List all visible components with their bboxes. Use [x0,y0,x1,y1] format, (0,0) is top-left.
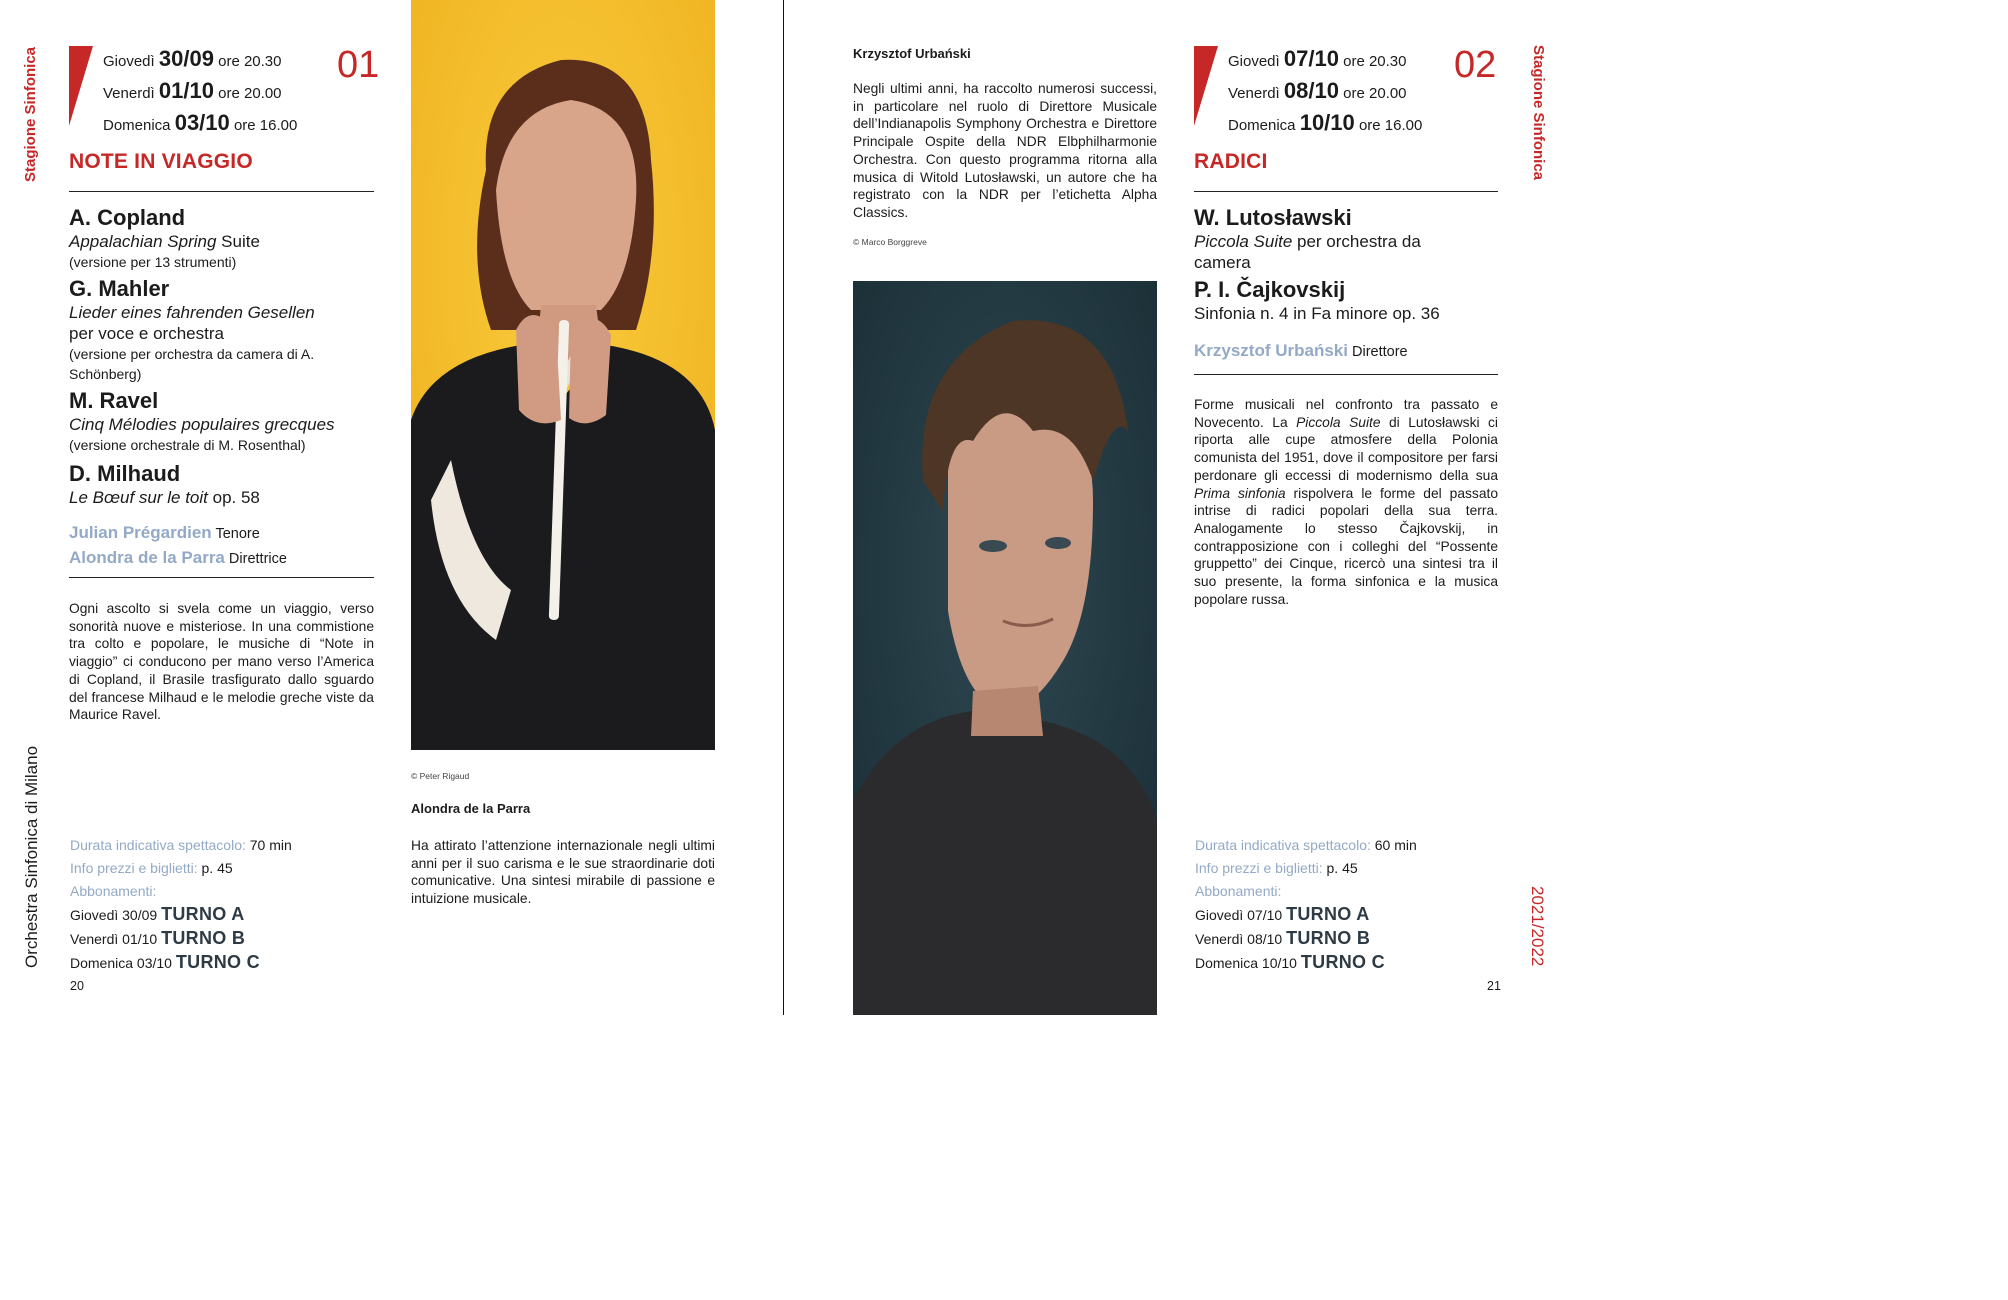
concert-number-left: 01 [337,44,380,86]
subscriptions-label: Abbonamenti: [1195,883,1282,899]
work-note: (versione per orchestra da camera di A. Schönberg) [69,346,315,382]
info-right [1195,834,1417,975]
divider [69,577,374,578]
subscription-row: Domenica 10/10 TURNO C [1195,952,1385,972]
composer: P. I. Čajkovskij [1194,277,1346,302]
subscription-row: Venerdì 08/10 TURNO B [1195,928,1371,948]
composer: A. Copland [69,205,186,230]
dates-right [1228,44,1422,140]
dates-left [103,44,297,140]
performers-right [1194,339,1408,364]
subscription-row: Giovedì 30/09 TURNO A [70,904,245,924]
composer: D. Milhaud [69,461,181,486]
divider [1194,374,1498,375]
work-title: Piccola Suite per orchestra da camera [1194,232,1421,272]
work-title: Le Bœuf sur le toit op. 58 [69,488,260,507]
date-row: Domenica 03/10 ore 16.00 [103,110,298,135]
season-year: 2021/2022 [1528,886,1547,967]
divider [1194,191,1498,192]
photo-credit-right: © Marco Borggreve [853,237,927,247]
page-number-left: 20 [70,979,84,993]
photo-caption-left: Alondra de la Parra [411,801,531,816]
season-label-right: Stagione Sinfonica [1530,45,1547,181]
concert-title-left: NOTE IN VIAGGIO [69,150,253,173]
subscription-row: Giovedì 07/10 TURNO A [1195,904,1370,924]
work-title: Appalachian Spring Suite [69,232,260,251]
photo-text-left: Ha attirato l’attenzione internazionale negli ultimi anni per il suo carisma e le sue straordinarie doti comunicative. Una sintesi mirabile di passione e intuizione musicale. [411,838,715,907]
performer: Krzysztof Urbański Direttore [1194,341,1408,360]
concert-title-right: RADICI [1194,150,1268,173]
subscriptions-label: Abbonamenti: [70,883,157,899]
red-triangle-right [1194,46,1218,126]
orchestra-label: Orchestra Sinfonica di Milano [22,745,41,968]
performer: Alondra de la Parra Direttrice [69,548,287,567]
conductor-photo-right [853,281,1157,1015]
performer: Julian Prégardien Tenore [69,523,260,542]
portrait-illustration [411,0,715,750]
composer: M. Ravel [69,388,159,413]
work-title: Sinfonia n. 4 in Fa minore op. 36 [1194,304,1440,323]
program-right [1194,201,1440,324]
bio-text-right: Negli ultimi anni, ha raccolto numerosi successi, in particolare nel ruolo di Direttore Musicale dell’Indianapolis Symphony Orchestra e Direttore Principale Ospite della NDR Elbphilharmonie Orchestra. Con questo programma ritorna alla musica di Witold Lutosławski, un autore che ha registrato con la NDR per l’etichetta Alpha Classics. [853,81,1157,220]
date-row: Domenica 10/10 ore 16.00 [1228,110,1423,135]
work-title: Cinq Mélodies populaires grecques [69,415,335,434]
description-right: Forme musicali nel confronto tra passato e Novecento. La Piccola Suite di Lutosławski ci riporta alle cupe atmosfere della Polonia comunista del 1951, dove il compositore per farsi perdonare gli eccessi di modernismo della sua Prima sinfonia rispolvera le forme del passato intrise di radici popolari della sua terra. Analogamente lo stesso Čajkovskij, in contrapposizione con i colleghi del “Possente gruppetto” dei Cinque, ricercò una sintesi tra il suo presente, la forma sinfonica e la musica popolare russa. [1194,397,1498,607]
price-row: Info prezzi e biglietti: p. 45 [1195,860,1358,876]
composer: W. Lutosławski [1194,205,1352,230]
duration-row: Durata indicativa spettacolo: 60 min [1195,837,1417,853]
bio-title-right: Krzysztof Urbański [853,46,971,61]
subscription-row: Domenica 03/10 TURNO C [70,952,260,972]
portrait-illustration [853,281,1157,1015]
work-title: Lieder eines fahrenden Gesellen [69,303,315,322]
concert-number-right: 02 [1454,44,1497,86]
work-note: (versione orchestrale di M. Rosenthal) [69,437,306,453]
date-row: Giovedì 30/09 ore 20.30 [103,46,282,71]
duration-row: Durata indicativa spettacolo: 70 min [70,837,292,853]
divider [69,191,374,192]
work-extra: per voce e orchestra [69,324,224,343]
program-left [69,201,379,508]
conductor-photo-left [411,0,715,750]
subscription-row: Venerdì 01/10 TURNO B [70,928,246,948]
price-row: Info prezzi e biglietti: p. 45 [70,860,233,876]
work-note: (versione per 13 strumenti) [69,254,237,270]
composer: G. Mahler [69,276,170,301]
performers-left [69,521,287,571]
description-left: Ogni ascolto si svela come un viaggio, verso sonorità nuove e misteriose. In una commistione tra colto e popolare, le musiche di “Note in viaggio” ci conducono per mano verso l’America di Copland, il Brasile trasfigurato dallo sguardo del francese Milhaud e le melodie greche viste da Maurice Ravel. [69,601,374,723]
date-row: Giovedì 07/10 ore 20.30 [1228,46,1407,71]
photo-credit-left: © Peter Rigaud [411,771,470,781]
season-label-left: Stagione Sinfonica [22,46,39,182]
page-number-right: 21 [1487,979,1501,993]
red-triangle-left [69,46,93,126]
date-row: Venerdì 08/10 ore 20.00 [1228,78,1407,103]
info-left [70,834,292,975]
date-row: Venerdì 01/10 ore 20.00 [103,78,282,103]
